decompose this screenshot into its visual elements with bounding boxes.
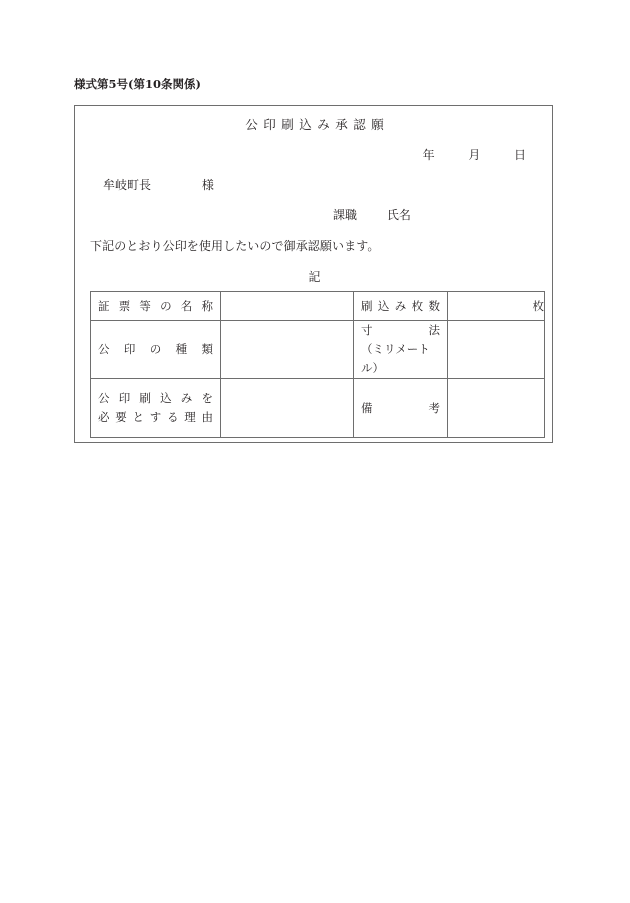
addressee-honorific: 様 bbox=[201, 178, 214, 192]
label-reason-line2: 必要とする理由 bbox=[98, 410, 213, 424]
form-number-label: 様式第5号(第10条関係) bbox=[74, 77, 201, 91]
body-text: 下記のとおり公印を使用したいので御承認願います。 bbox=[90, 239, 380, 253]
label-dimensions-unit: （ミリメートル） bbox=[361, 342, 430, 375]
value-reason bbox=[221, 401, 235, 415]
date-year-label: 年 bbox=[422, 148, 435, 162]
label-reason-line1: 公印刷込みを bbox=[98, 391, 213, 405]
label-dimensions: 寸法 bbox=[361, 323, 440, 337]
cell-label-seal-type bbox=[91, 321, 221, 379]
label-print-count: 刷込み枚数 bbox=[361, 298, 440, 313]
cell-input-reason[interactable] bbox=[221, 379, 354, 438]
page-title: 公印刷込み承認願 bbox=[245, 117, 390, 132]
cell-label-remarks bbox=[354, 379, 448, 438]
cell-input-seal-type[interactable] bbox=[221, 321, 354, 379]
addressee-line bbox=[103, 176, 214, 193]
cell-input-certificate-name[interactable] bbox=[221, 292, 354, 321]
date-day-label: 日 bbox=[513, 148, 526, 162]
cell-input-dimensions[interactable] bbox=[448, 321, 545, 379]
date-line bbox=[423, 146, 526, 163]
value-certificate-name bbox=[221, 299, 235, 313]
date-month-label: 月 bbox=[468, 148, 481, 162]
label-certificate-name: 証票等の名称 bbox=[98, 298, 213, 313]
table-row bbox=[91, 292, 545, 321]
cell-label-certificate-name bbox=[91, 292, 221, 321]
form-frame bbox=[74, 105, 553, 443]
label-seal-type: 公印の種類 bbox=[98, 342, 213, 356]
value-dimensions bbox=[448, 343, 462, 357]
addressee-name: 牟岐町長 bbox=[103, 178, 152, 192]
sender-position-label: 課職 bbox=[333, 208, 358, 222]
label-remarks: 備考 bbox=[361, 400, 440, 415]
ki-marker: 記 bbox=[308, 270, 321, 284]
unit-sheets-label: 枚 bbox=[532, 299, 544, 313]
form-table bbox=[90, 291, 545, 438]
cell-label-print-count bbox=[354, 292, 448, 321]
value-seal-type bbox=[221, 343, 235, 357]
sender-line bbox=[333, 206, 411, 223]
cell-input-remarks[interactable] bbox=[448, 379, 545, 438]
cell-label-dimensions bbox=[354, 321, 448, 379]
table-row bbox=[91, 321, 545, 379]
sender-name-label: 氏名 bbox=[386, 208, 411, 222]
cell-input-print-count[interactable] bbox=[448, 292, 545, 321]
cell-label-reason bbox=[91, 379, 221, 438]
table-row bbox=[91, 379, 545, 438]
value-remarks bbox=[448, 401, 462, 415]
